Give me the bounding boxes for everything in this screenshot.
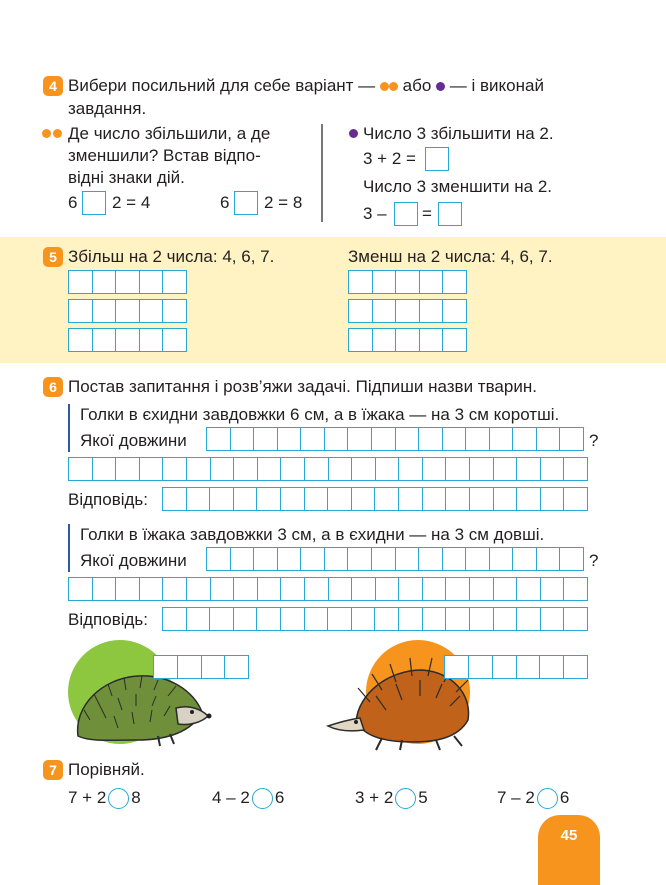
task-5-right-label: Зменш на 2 числа: 4, 6, 7.	[348, 247, 553, 266]
answer-grid[interactable]	[348, 270, 467, 294]
problem-marker	[68, 524, 70, 572]
hedgehog-name-grid[interactable]	[153, 655, 249, 679]
purple-dot-icon	[349, 129, 358, 138]
task-4-number: 4	[43, 76, 63, 96]
question-grid[interactable]	[206, 547, 584, 571]
answer-box[interactable]	[234, 191, 258, 215]
orange-dot-icon	[42, 129, 51, 138]
task-4-left-eq2-a: 6	[220, 193, 230, 212]
answer-grid[interactable]	[348, 299, 467, 323]
compare-item	[355, 787, 428, 809]
task-5-left-label: Збільш на 2 числа: 4, 6, 7.	[68, 247, 275, 266]
answer-grid[interactable]	[162, 607, 588, 631]
compare-circle[interactable]	[395, 788, 416, 809]
compare-item	[68, 787, 141, 809]
task-4-instruction-part2: — і виконай	[449, 76, 544, 95]
compare-right: 6	[559, 788, 570, 807]
task-4-left-line2: зменшили? Встав відпо-	[68, 146, 261, 165]
answer-grid[interactable]	[68, 328, 187, 352]
answer-grid[interactable]	[162, 487, 588, 511]
orange-dot-icon	[380, 82, 389, 91]
question-grid[interactable]	[206, 427, 584, 451]
task-6-problem1: Голки в єхидни завдовжки 6 см, а в їжака — на 3 см коротші.	[80, 405, 560, 424]
task-4-left-line3: відні знаки дій.	[68, 168, 185, 187]
task-4-instruction-line2: завдання.	[68, 99, 147, 118]
task-4-right-eq2-a: 3 –	[363, 204, 387, 223]
compare-circle[interactable]	[108, 788, 129, 809]
orange-dot-icon	[389, 82, 398, 91]
solution-grid[interactable]	[68, 577, 588, 601]
task-6-answer2-label: Відповідь:	[68, 610, 149, 629]
compare-left: 7 – 2	[497, 788, 535, 807]
compare-right: 5	[418, 788, 428, 807]
task-4-right-line2: Число 3 зменшити на 2.	[363, 177, 553, 196]
answer-grid[interactable]	[348, 328, 467, 352]
task-6-number: 6	[43, 377, 63, 397]
compare-item	[212, 787, 284, 809]
task-4-right-eq1: 3 + 2 =	[363, 149, 416, 168]
problem-marker	[68, 404, 70, 452]
task-4-left-line1: Де число збільшили, а де	[68, 124, 271, 143]
task-7-number: 7	[43, 760, 63, 780]
question-mark: ?	[589, 431, 599, 450]
answer-box[interactable]	[425, 147, 449, 171]
compare-left: 7 + 2	[68, 788, 107, 807]
task-4-left-eq1-b: 2 = 4	[112, 193, 151, 212]
task-6-problem2: Голки в їжака завдовжки 3 см, а в єхидни — на 3 см довші.	[80, 525, 545, 544]
compare-right: 8	[131, 788, 141, 807]
task-6-instruction: Постав запитання і розв’яжи задачі. Підпиши назви тварин.	[68, 377, 537, 396]
task-4-instruction-or: або	[402, 76, 432, 95]
task-5-number: 5	[43, 247, 63, 267]
answer-grid[interactable]	[68, 270, 187, 294]
answer-grid[interactable]	[68, 299, 187, 323]
task-7-instruction: Порівняй.	[68, 760, 145, 779]
compare-left: 4 – 2	[212, 788, 250, 807]
question-mark: ?	[589, 551, 599, 570]
orange-dot-icon	[53, 129, 62, 138]
task-6-question1: Якої довжини	[80, 431, 187, 450]
compare-item	[497, 787, 569, 809]
compare-circle[interactable]	[252, 788, 273, 809]
page-number: 45	[538, 815, 600, 885]
purple-dot-icon	[436, 82, 445, 91]
answer-box[interactable]	[82, 191, 106, 215]
answer-box[interactable]	[394, 202, 418, 226]
compare-right: 6	[274, 788, 285, 807]
task-4-right-eq2-b: =	[422, 204, 432, 223]
task-4-right-line1: Число 3 збільшити на 2.	[363, 124, 554, 143]
answer-box[interactable]	[438, 202, 462, 226]
compare-circle[interactable]	[537, 788, 558, 809]
task-4-instruction	[68, 75, 544, 97]
task-6-answer1-label: Відповідь:	[68, 490, 149, 509]
solution-grid[interactable]	[68, 457, 588, 481]
task-4-left-eq2-b: 2 = 8	[264, 193, 303, 212]
compare-left: 3 + 2	[355, 788, 394, 807]
divider	[321, 124, 323, 222]
task-4-instruction-part1: Вибери посильний для себе варіант —	[68, 76, 376, 95]
echidna-name-grid[interactable]	[444, 655, 588, 679]
task-6-question2: Якої довжини	[80, 551, 187, 570]
task-4-left-eq1-a: 6	[68, 193, 78, 212]
